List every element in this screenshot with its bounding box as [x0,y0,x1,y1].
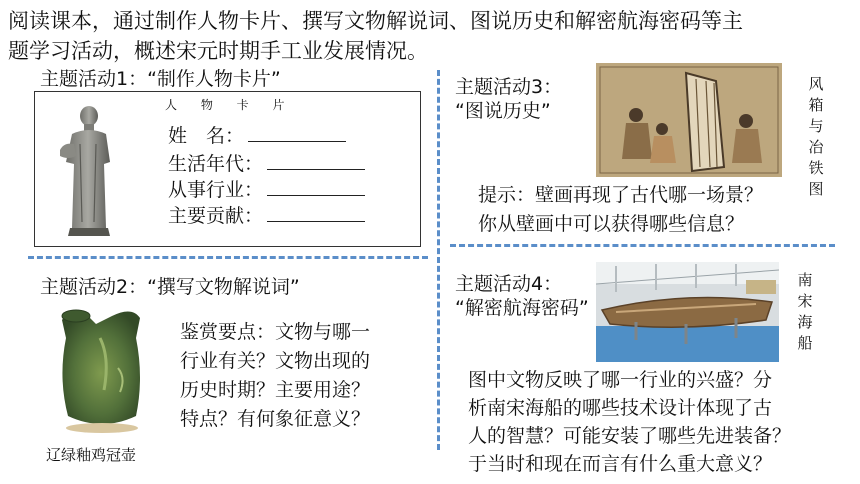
bellows-caption-char-4: 冶 [808,138,824,156]
ship-side-caption [796,270,814,354]
field-name [168,123,346,148]
card-heading: 人 物 卡 片 [165,98,295,112]
field-era [168,151,365,176]
bellows-caption-char-3: 与 [808,117,824,135]
bellows-caption-char-5: 铁 [808,159,824,177]
activity4-title-line-2: “解密航海密码” [455,297,589,319]
figure-statue-image [48,104,130,240]
activity4-title-line-1: 主题活动4： [455,273,563,295]
activity2-line-4: 特点？有何象征意义？ [180,408,371,430]
southern-song-ship-image [596,262,779,362]
field-name-blank[interactable] [248,123,346,142]
activity3-line-1: 提示：壁画再现了古代哪一场景？ [478,184,764,206]
activity3-title-line-2: “图说历史” [455,100,551,122]
activity1-title: 主题活动1：“制作人物卡片” [40,68,281,90]
activity3-prompt [478,181,763,239]
bellows-caption-char-1: 风 [808,75,824,93]
activity3-title-line-1: 主题活动3： [455,76,563,98]
intro-line-2: 题学习活动，概述宋元时期手工业发展情况。 [8,39,428,63]
activity2-line-1: 鉴赏要点：文物与哪一 [180,321,371,343]
bellows-caption-char-6: 图 [808,180,824,198]
activity3-line-2: 你从壁画中可以获得哪些信息？ [478,213,745,235]
field-industry [168,177,365,202]
bellows-side-caption [807,74,825,200]
ship-caption-char-3: 海 [797,313,813,331]
activity2-title: 主题活动2：“撰写文物解说词” [40,276,300,298]
field-name-label: 姓 名： [168,125,245,147]
intro-paragraph [8,6,853,66]
ship-caption-char-1: 南 [797,271,813,289]
intro-line-1: 阅读课本，通过制作人物卡片、撰写文物解说词、图说历史和解密航海密码等主 [8,9,743,33]
ship-caption-char-2: 宋 [797,292,813,310]
field-contribution-blank[interactable] [267,203,365,222]
activity4-line-3: 人的智慧？可能安装了哪些先进装备？ [468,425,792,447]
horizontal-divider-left [28,256,428,259]
field-era-label: 生活年代： [168,153,264,175]
activity3-title [455,75,562,123]
horizontal-divider-right [450,244,835,247]
pot-caption: 辽绿釉鸡冠壶 [46,446,137,464]
ship-caption-char-4: 船 [797,334,813,352]
field-era-blank[interactable] [267,151,365,170]
activity2-line-3: 历史时期？主要用途？ [180,379,371,401]
activity4-line-4: 于当时和现在而言有什么重大意义？ [468,453,773,475]
field-industry-blank[interactable] [267,177,365,196]
bellows-smelting-mural-image [596,63,782,177]
activity4-line-2: 析南宋海船的哪些技术设计体现了古 [468,397,773,419]
activity4-prompt [468,366,791,478]
field-contribution [168,203,365,228]
activity2-line-2: 行业有关？文物出现的 [180,350,371,372]
activity4-line-1: 图中文物反映了哪一行业的兴盛？分 [468,369,773,391]
vertical-divider [437,70,440,450]
activity4-title [455,272,589,320]
field-contribution-label: 主要贡献： [168,205,264,227]
green-glaze-pot-image [40,298,164,438]
field-industry-label: 从事行业： [168,179,264,201]
bellows-caption-char-2: 箱 [808,96,824,114]
activity2-prompt [180,318,370,434]
